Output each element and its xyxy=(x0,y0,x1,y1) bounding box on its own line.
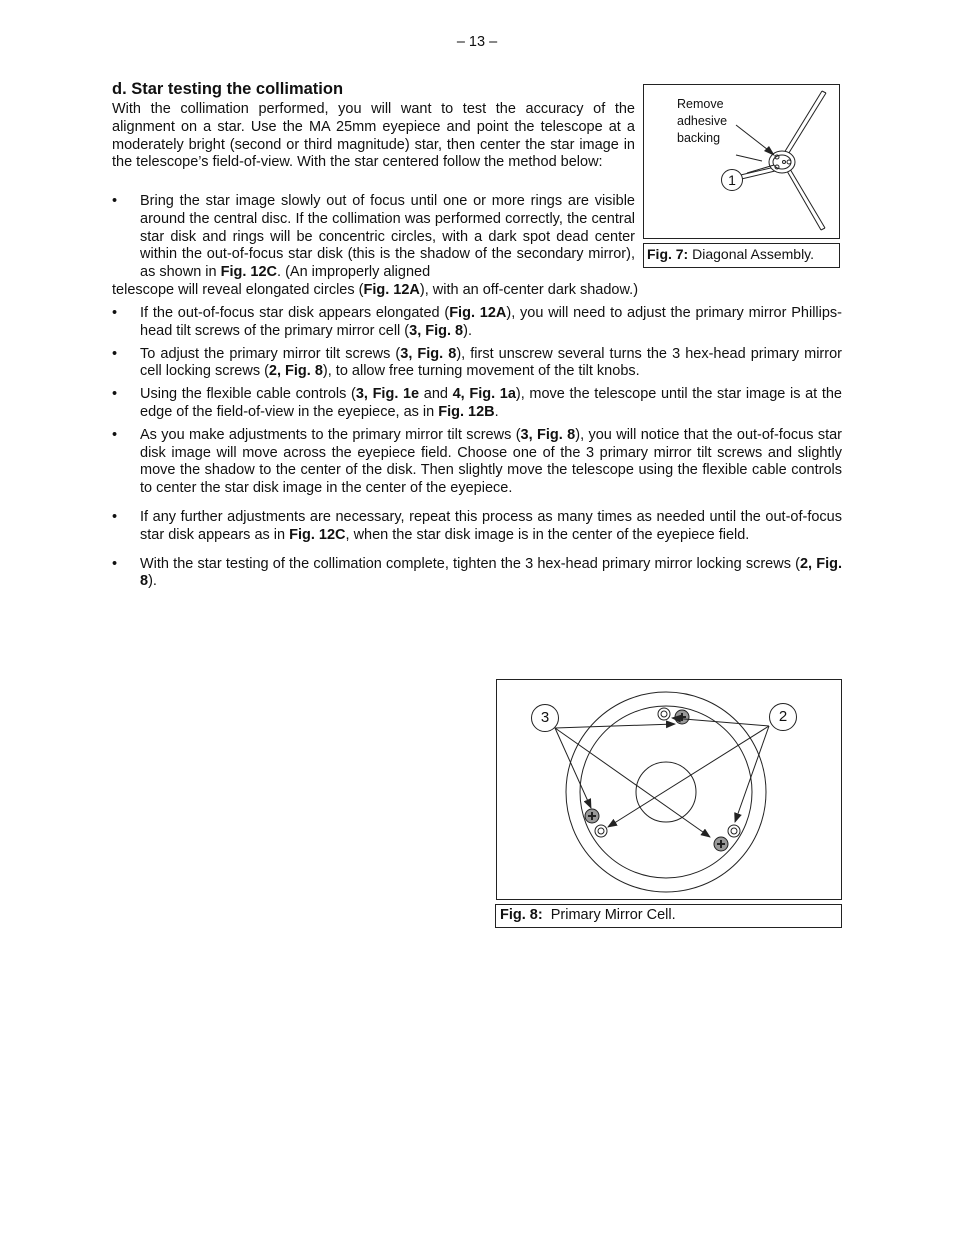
bullet-marker: • xyxy=(112,555,118,572)
bullet-text: Bring the star image slowly out of focus until one or more rings are visible around the central disc. If the collimation was performed correctly, the central star disk and rings will be concentric circles, with a dark spot dead center within the out-of-focus star disk (this is the shadow of the secondary mirror), as shown in xyxy=(140,193,635,281)
callout-1: 1 xyxy=(721,169,743,191)
spider-vane xyxy=(787,93,826,156)
spider-vane xyxy=(784,91,822,153)
figure-8-caption xyxy=(495,904,842,928)
figure-reference: 2, Fig. 8 xyxy=(268,363,323,380)
page-number: – 13 – xyxy=(456,34,498,50)
bullet-text: ). xyxy=(463,322,472,339)
bullet-marker: • xyxy=(112,426,118,443)
callout-3: 3 xyxy=(531,704,559,732)
bullet-text: With the star testing of the collimation complete, tighten the 3 hex-head primary mirror locking screws ( xyxy=(140,555,800,572)
bullet-list-top xyxy=(112,193,639,300)
bullet-text: telescope will reveal elongated circles ( xyxy=(112,281,364,298)
bullet-text: As you make adjustments to the primary mirror tilt screws ( xyxy=(140,426,521,443)
figure-reference: 3, Fig. 8 xyxy=(400,345,457,362)
figure-reference: 4, Fig. 1a xyxy=(452,386,516,403)
bullet-text: ), to allow free turning movement of the tilt knobs. xyxy=(322,363,640,380)
mirror-cell-inner-ring xyxy=(580,706,752,878)
leader-arrow xyxy=(555,728,710,837)
bullet-item-7 xyxy=(112,556,842,592)
callout-2: 2 xyxy=(769,703,797,731)
bullet-item-3 xyxy=(112,346,842,382)
bullet-marker: • xyxy=(112,305,118,321)
figure-reference: 3, Fig. 1e xyxy=(355,386,420,403)
bullet-text: ), with an off-center dark shadow.) xyxy=(419,281,639,298)
figure-reference: Fig. 12A xyxy=(449,305,507,321)
figure-reference: Fig. 12B xyxy=(438,403,495,420)
figure-reference: Fig. 12A xyxy=(363,281,420,298)
leader-arrow xyxy=(555,724,675,728)
bullet-text-continuation xyxy=(112,282,732,300)
figure-reference: Fig. 12C xyxy=(289,526,346,543)
bullet-text: If the out-of-focus star disk appears elongated ( xyxy=(140,305,450,321)
bullet-marker: • xyxy=(112,386,118,403)
bullet-list-main xyxy=(112,305,842,591)
bullet-text: To adjust the primary mirror tilt screws ( xyxy=(140,345,401,362)
bullet-text: ), you will need to adjust the primary mirror Phillips-head tilt screws of the primary mirror cell ( xyxy=(140,305,843,339)
figure-reference: Fig. 12C xyxy=(220,264,278,281)
bullet-marker: • xyxy=(112,193,118,209)
figure-7-diagonal-assembly xyxy=(643,84,840,239)
bullet-item-6 xyxy=(112,509,842,545)
spider-vane xyxy=(787,171,821,230)
intro-paragraph: With the collimation performed, you will want to test the accuracy of the alignment on a star. Use the MA 25mm eyepiece and point the telescope at a moderately bright (second or third magnitude) star, then center the star image in the telescope’s field-of-view. With the star centered follow the method below: xyxy=(112,101,635,171)
bullet-text: ). xyxy=(148,573,157,590)
section-heading: d. Star testing the collimation xyxy=(112,80,344,98)
caption-text: Primary Mirror Cell. xyxy=(542,907,676,923)
bullet-text: ), you will notice that the out-of-focus star disk image will move across the eyepiece field. Choose one of the 3 primary mirror tilt screws and slightly move the shadow to the center of the disk. Then slightly move the telescope using the flexible cable controls to center the star disk image in the center of the eyepiece. xyxy=(140,426,842,497)
figure-reference: 3, Fig. 8 xyxy=(520,426,576,443)
bullet-item-1 xyxy=(112,193,639,300)
mirror-center-hole xyxy=(636,762,696,822)
bullet-text: Using the flexible cable controls ( xyxy=(140,386,356,403)
caption-label: Fig. 7: xyxy=(647,246,689,262)
figure-reference: 3, Fig. 8 xyxy=(409,322,464,339)
bullet-item-4 xyxy=(112,386,842,422)
caption-label: Fig. 8: xyxy=(500,907,543,923)
bullet-text: and xyxy=(419,386,453,403)
bullet-item-2 xyxy=(112,305,842,341)
caption-text: Diagonal Assembly. xyxy=(688,246,815,262)
remove-adhesive-label: Remove adhesive backing xyxy=(677,97,728,145)
bullet-text: . xyxy=(494,403,499,420)
bullet-text: , when the star disk image is in the center of the eyepiece field. xyxy=(345,526,750,543)
bullet-text: ), move the telescope until the star image is at the edge of the field-of-view in the eyepiece, as in xyxy=(140,386,842,420)
spider-vane xyxy=(790,169,825,228)
figure-7-caption xyxy=(643,243,840,268)
bullet-marker: • xyxy=(112,508,118,525)
bullet-text: . (An improperly aligned xyxy=(277,264,431,281)
bullet-text: ), first unscrew several turns the 3 hex-head primary mirror cell locking screws ( xyxy=(140,345,842,380)
bullet-item-5 xyxy=(112,427,842,498)
bullet-marker: • xyxy=(112,345,118,362)
bullet-text: If any further adjustments are necessary, repeat this process as many times as needed until the out-of-focus star disk appears as in xyxy=(140,508,842,543)
mirror-cell-outer-ring xyxy=(566,692,766,892)
figure-8-primary-mirror-cell xyxy=(496,679,842,900)
leader-arrow xyxy=(555,728,591,808)
figure-reference: 2, Fig. 8 xyxy=(140,555,842,590)
